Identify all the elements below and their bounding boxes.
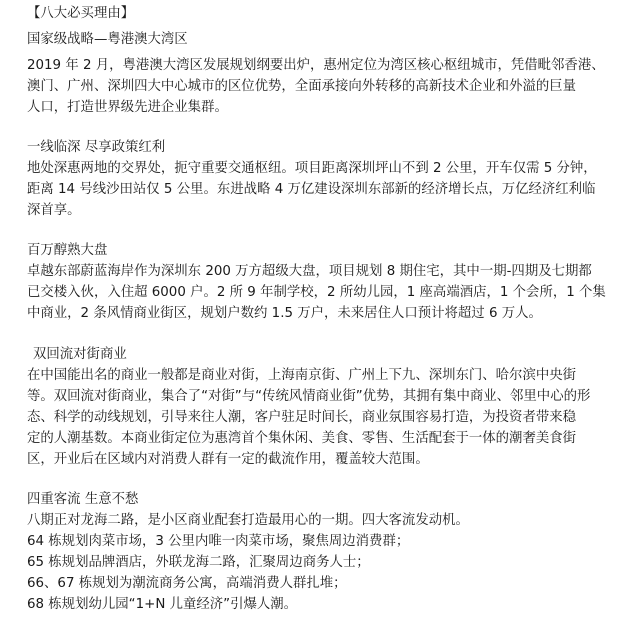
paragraph-line: 卓越东部蔚蓝海岸作为深圳东 200 万方超级大盘，项目规划 8 期住宅，其中一期-四期及七期都 [27, 264, 592, 279]
document-title: 【八大必买理由】 [27, 6, 135, 21]
section-heading: 四重客流 生意不愁 [27, 492, 139, 507]
paragraph-line: 八期正对龙海二路，是小区商业配套打造最用心的一期。四大客流发动机。 [27, 513, 469, 528]
paragraph-line: 2019 年 2 月，粤港澳大湾区发展规划纲要出炉，惠州定位为湾区核心枢纽城市，凭借毗邻香港、 [27, 58, 605, 73]
paragraph-line: 地处深惠两地的交界处，扼守重要交通枢纽。项目距离深圳坪山不到 2 公里，开车仅需 5 分钟， [27, 161, 597, 176]
paragraph-line: 人口，打造世界级先进企业集群。 [27, 100, 228, 115]
paragraph-line: 深首享。 [27, 203, 81, 218]
paragraph-line: 区，开业后在区域内对消费人群有一定的截流作用，覆盖较大范围。 [27, 452, 429, 467]
list-item: 66、67 栋规划为潮流商务公寓，高端消费人群扎堆； [27, 576, 347, 591]
paragraph-line: 澳门、广州、深圳四大中心城市的区位优势，全面承接向外转移的高新技术企业和外溢的巨量 [27, 79, 577, 94]
list-item: 64 栋规划肉菜市场，3 公里内唯一肉菜市场，聚焦周边消费群； [27, 534, 410, 549]
paragraph-line: 等。双回流对街商业，集合了“对街”与“传统风情商业街”优势，其拥有集中商业、邻里中心的形 [27, 389, 591, 404]
section-heading: 百万醇熟大盘 [27, 243, 108, 258]
paragraph-line: 距离 14 号线沙田站仅 5 公里。东进战略 4 万亿建设深圳东部新的经济增长点，万亿经济红利临 [27, 182, 596, 197]
paragraph-line: 在中国能出名的商业一般都是商业对街，上海南京街、广州上下九、深圳东门、哈尔滨中央街 [27, 368, 577, 383]
paragraph-line: 定的人潮基数。本商业街定位为惠湾首个集休闲、美食、零售、生活配套于一体的潮奢美食街 [27, 431, 577, 446]
list-item: 68 栋规划幼儿园“1+N 儿童经济”引爆人潮。 [27, 597, 298, 612]
paragraph-line: 态、科学的动线规划，引导来往人潮，客户驻足时间长，商业氛围容易打造，为投资者带来稳 [27, 410, 577, 425]
paragraph-line: 已交楼入伙，入住超 6000 户。2 所 9 年制学校，2 所幼儿园，1 座高端酒店，1 个会所，1 个集 [27, 285, 606, 300]
section-heading: 一线临深 尽享政策红利 [27, 140, 166, 155]
section-heading: 国家级战略—粤港澳大湾区 [27, 32, 188, 47]
paragraph-line: 中商业，2 条风情商业街区，规划户数约 1.5 万户，未来居住人口预计将超过 6 万人。 [27, 306, 542, 321]
list-item: 65 栋规划品牌酒店，外联龙海二路，汇聚周边商务人士； [27, 555, 370, 570]
section-heading: 双回流对街商业 [33, 347, 127, 362]
